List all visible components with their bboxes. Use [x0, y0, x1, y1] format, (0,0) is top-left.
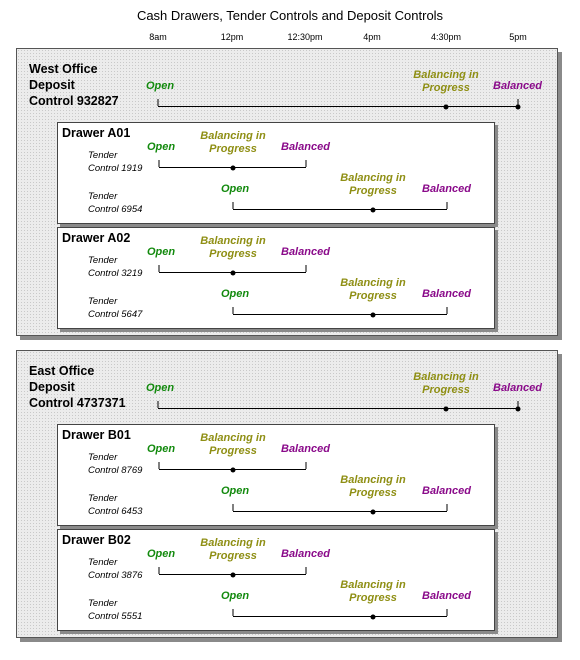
status-balanced: Balanced — [493, 382, 542, 394]
time-label-4pm: 4pm — [363, 32, 381, 42]
status-balancing-in-progress — [410, 371, 482, 397]
diagram-title: Cash Drawers, Tender Controls and Deposit Controls — [136, 8, 444, 23]
status-open: Open — [146, 382, 175, 394]
time-label-5pm: 5pm — [509, 32, 527, 42]
status-balancing-in-progress — [197, 130, 269, 156]
timeline-start-tick — [233, 202, 234, 209]
time-label-430pm: 4:30pm — [430, 32, 462, 42]
status-balancing-line: Progress — [349, 185, 397, 197]
status-balancing-in-progress — [337, 474, 409, 500]
timeline-start-tick — [233, 609, 234, 616]
milestone-dot — [231, 572, 236, 577]
status-balancing-line: Progress — [209, 550, 257, 562]
tender-label: Tender Control 3876 — [88, 557, 143, 581]
status-open: Open — [146, 80, 175, 92]
status-open: Open — [221, 590, 250, 602]
milestone-dot — [231, 270, 236, 275]
milestone-dot — [231, 467, 236, 472]
timeline-end-tick — [306, 160, 307, 167]
status-balancing-line: Balancing in — [340, 579, 406, 591]
status-balancing-line: Balancing in — [340, 277, 406, 289]
tender-label: Tender Control 5551 — [88, 598, 143, 622]
tender-label: Tender Control 3219 — [88, 255, 143, 279]
timeline-line — [233, 314, 447, 315]
timeline-line — [233, 511, 447, 512]
status-balanced: Balanced — [281, 141, 330, 153]
timeline-line — [233, 616, 447, 617]
status-balancing-in-progress — [197, 432, 269, 458]
status-balanced: Balanced — [493, 80, 542, 92]
drawer-label: Drawer B02 — [62, 533, 131, 547]
status-balancing-line: Balancing in — [200, 130, 266, 142]
status-balancing-line: Progress — [209, 445, 257, 457]
status-balanced: Balanced — [281, 548, 330, 560]
status-balancing-line: Balancing in — [200, 235, 266, 247]
time-axis — [0, 32, 580, 46]
status-balanced: Balanced — [281, 246, 330, 258]
milestone-dot — [516, 104, 521, 109]
timeline-line — [158, 408, 518, 409]
drawer-panel-a01 — [57, 122, 495, 224]
milestone-dot — [444, 104, 449, 109]
timeline-end-tick — [306, 462, 307, 469]
status-balancing-line: Balancing in — [413, 69, 479, 81]
status-balancing-in-progress — [337, 172, 409, 198]
status-open: Open — [147, 246, 176, 258]
timeline-start-tick — [158, 401, 159, 408]
status-balancing-in-progress — [337, 579, 409, 605]
timeline-end-tick — [306, 265, 307, 272]
tender-label: Tender Control 5647 — [88, 296, 143, 320]
status-balancing-line: Progress — [349, 487, 397, 499]
timeline-end-tick — [306, 567, 307, 574]
status-balancing-line: Balancing in — [200, 432, 266, 444]
milestone-dot — [516, 406, 521, 411]
office-label: East Office Deposit Control 4737371 — [29, 364, 126, 410]
status-balancing-in-progress — [197, 537, 269, 563]
timeline-start-tick — [159, 567, 160, 574]
milestone-dot — [371, 614, 376, 619]
drawer-panel-b02 — [57, 529, 495, 631]
time-label-1230pm: 12:30pm — [287, 32, 323, 42]
tender-label: Tender Control 8769 — [88, 452, 143, 476]
milestone-dot — [444, 406, 449, 411]
tender-label: Tender Control 6954 — [88, 191, 143, 215]
timeline-start-tick — [233, 307, 234, 314]
drawer-label: Drawer B01 — [62, 428, 131, 442]
timeline-end-tick — [447, 504, 448, 511]
timeline-start-tick — [159, 160, 160, 167]
timeline-line — [158, 106, 518, 107]
drawer-panel-b01 — [57, 424, 495, 526]
status-open: Open — [221, 183, 250, 195]
status-balancing-line: Progress — [209, 143, 257, 155]
status-balancing-line: Balancing in — [200, 537, 266, 549]
drawer-label: Drawer A01 — [62, 126, 131, 140]
office-panel-west — [16, 48, 558, 336]
status-balanced: Balanced — [422, 288, 471, 300]
status-balancing-line: Progress — [422, 384, 470, 396]
timeline-end-tick — [447, 609, 448, 616]
milestone-dot — [371, 509, 376, 514]
timeline-start-tick — [159, 462, 160, 469]
status-open: Open — [147, 443, 176, 455]
milestone-dot — [231, 165, 236, 170]
status-balancing-line: Progress — [422, 82, 470, 94]
status-open: Open — [147, 548, 176, 560]
tender-label: Tender Control 6453 — [88, 493, 143, 517]
status-balancing-line: Balancing in — [340, 474, 406, 486]
status-balancing-line: Progress — [209, 248, 257, 260]
milestone-dot — [371, 312, 376, 317]
drawer-label: Drawer A02 — [62, 231, 131, 245]
timeline-start-tick — [233, 504, 234, 511]
time-label-8am: 8am — [149, 32, 167, 42]
timeline-end-tick — [447, 202, 448, 209]
status-balancing-in-progress — [337, 277, 409, 303]
time-label-12pm: 12pm — [220, 32, 244, 42]
timeline-end-tick — [447, 307, 448, 314]
status-balanced: Balanced — [422, 183, 471, 195]
office-label: West Office Deposit Control 932827 — [29, 62, 119, 108]
status-balanced: Balanced — [422, 485, 471, 497]
status-balancing-in-progress — [197, 235, 269, 261]
status-balancing-line: Progress — [349, 290, 397, 302]
milestone-dot — [371, 207, 376, 212]
status-balancing-line: Progress — [349, 592, 397, 604]
drawer-panel-a02 — [57, 227, 495, 329]
status-balanced: Balanced — [422, 590, 471, 602]
status-balancing-line: Balancing in — [340, 172, 406, 184]
status-open: Open — [147, 141, 176, 153]
status-balancing-in-progress — [410, 69, 482, 95]
office-panel-east — [16, 350, 558, 638]
status-open: Open — [221, 288, 250, 300]
timeline-start-tick — [159, 265, 160, 272]
status-balanced: Balanced — [281, 443, 330, 455]
timeline-start-tick — [158, 99, 159, 106]
status-open: Open — [221, 485, 250, 497]
status-balancing-line: Balancing in — [413, 371, 479, 383]
tender-label: Tender Control 1919 — [88, 150, 143, 174]
timeline-line — [233, 209, 447, 210]
